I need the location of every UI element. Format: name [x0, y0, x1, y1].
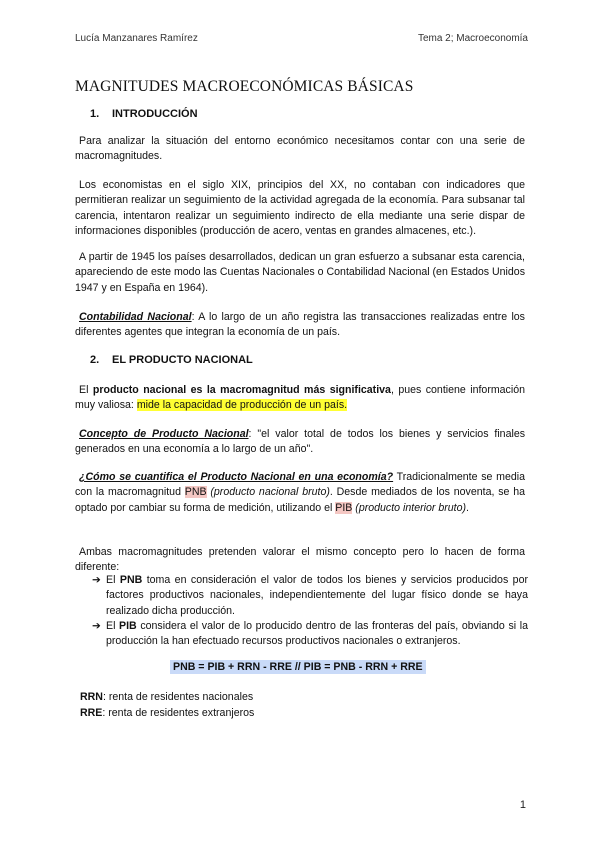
- formula-highlight: PNB = PIB + RRN - RRE // PIB = PNB - RRN + RRE: [170, 660, 426, 674]
- question-text-1: Tradicionalmente se media con la macromagnitud: [75, 471, 525, 499]
- page-title: MAGNITUDES MACROECONÓMICAS BÁSICAS: [75, 78, 414, 95]
- pnb-highlight: PNB: [184, 486, 207, 499]
- concept-paragraph: [75, 427, 525, 458]
- question-term: ¿Cómo se cuantifica el Producto Nacional en una economía?: [79, 471, 394, 483]
- arrow-icon: ➔: [92, 574, 101, 586]
- section-1-heading: [90, 108, 198, 120]
- product-pre: El: [79, 384, 93, 396]
- arrow-icon: ➔: [92, 619, 101, 632]
- glossary-rre: [80, 707, 254, 719]
- concept-term: Concepto de Producto Nacional: [79, 428, 249, 440]
- comparison-paragraph: [75, 545, 525, 576]
- header-topic: Tema 2; Macroeconomía: [417, 33, 528, 44]
- section-2-heading: [90, 354, 253, 366]
- list-item-pnb-pre: El: [106, 574, 120, 586]
- product-highlight: mide la capacidad de producción de un país.: [136, 399, 348, 412]
- comparison-list: [92, 573, 528, 649]
- list-item-pib: [92, 619, 528, 650]
- section-1-number: 1.: [90, 108, 100, 120]
- pib-explanation: (producto interior bruto): [352, 501, 466, 514]
- definition-paragraph: [75, 310, 525, 341]
- question-text-3: .: [466, 501, 469, 514]
- pib-highlight: PIB: [335, 501, 353, 514]
- intro-paragraph-1-text: Para analizar la situación del entorno económico necesitamos contar con una serie de macromagnitudes.: [75, 135, 525, 163]
- glossary-rre-term: RRE: [80, 707, 103, 719]
- list-item-pnb: [92, 573, 528, 619]
- list-item-pib-pre: El: [106, 619, 120, 632]
- intro-paragraph-1: [75, 134, 525, 165]
- product-paragraph: [75, 383, 525, 414]
- intro-paragraph-3-text: A partir de 1945 los países desarrollados, dedican un gran esfuerzo a subsanar esta carencia, apareciendo de este modo las Cuentas Nacionales o Contabilidad Nacional (en Estados Unidos 1947 y en España en 1964).: [75, 251, 525, 294]
- page-number: 1: [519, 799, 526, 811]
- intro-paragraph-2-text: Los economistas en el siglo XIX, principios del XX, no contaban con indicadores que permitieran realizar un seguimiento de la actividad agregada de la economía. Para subsanar tal carencia, intentaron realizar un seguimiento indirecto de ella mediante una serie dispar de informaciones disponibles (producción de acero, ventas en grandes almacenes, etc.).: [75, 179, 525, 237]
- glossary-rrn-term: RRN: [80, 691, 103, 703]
- definition-text: : A lo largo de un año registra las transacciones realizadas entre los diferentes agentes que integran la economía de un país.: [75, 311, 525, 339]
- question-paragraph: [75, 470, 525, 516]
- glossary-rre-text: : renta de residentes extranjeros: [102, 707, 255, 719]
- header-author: Lucía Manzanares Ramírez: [75, 33, 198, 44]
- section-2-number: 2.: [90, 354, 100, 366]
- list-item-pib-term: PIB: [119, 619, 137, 632]
- concept-text: : "el valor total de todos los bienes y servicios finales generados en una economía a lo largo de un año".: [75, 428, 526, 456]
- intro-paragraph-2: [75, 178, 525, 239]
- question-text-2: . Desde mediados de los noventa, se ha optado por cambiar su forma de medición, utilizando el: [75, 486, 525, 514]
- list-item-pnb-term: PNB: [119, 574, 143, 586]
- product-bold: producto nacional es la macromagnitud más significativa: [92, 384, 391, 396]
- glossary-rrn: [80, 691, 253, 703]
- list-item-pib-text: considera el valor de lo producido dentro de las fronteras del país, obviando si la producción la han efectuado recursos productivos nacionales o extranjeros.: [106, 619, 528, 648]
- list-item-pnb-text: toma en consideración el valor de todos los bienes y servicios producidos por factores productivos nacionales, independientemente del lugar físico donde se haya realizado dicha producción.: [106, 574, 528, 617]
- pnb-explanation: (producto nacional bruto): [206, 486, 330, 499]
- section-2-title: EL PRODUCTO NACIONAL: [112, 354, 253, 366]
- definition-term: Contabilidad Nacional: [79, 311, 192, 323]
- section-1-title: INTRODUCCIÓN: [112, 108, 198, 120]
- intro-paragraph-3: [75, 250, 525, 296]
- product-mid: , pues contiene información muy valiosa:: [75, 384, 525, 412]
- comparison-text: Ambas macromagnitudes pretenden valorar el mismo concepto pero lo hacen de forma diferente:: [75, 546, 525, 574]
- glossary-rrn-text: : renta de residentes nacionales: [102, 691, 254, 703]
